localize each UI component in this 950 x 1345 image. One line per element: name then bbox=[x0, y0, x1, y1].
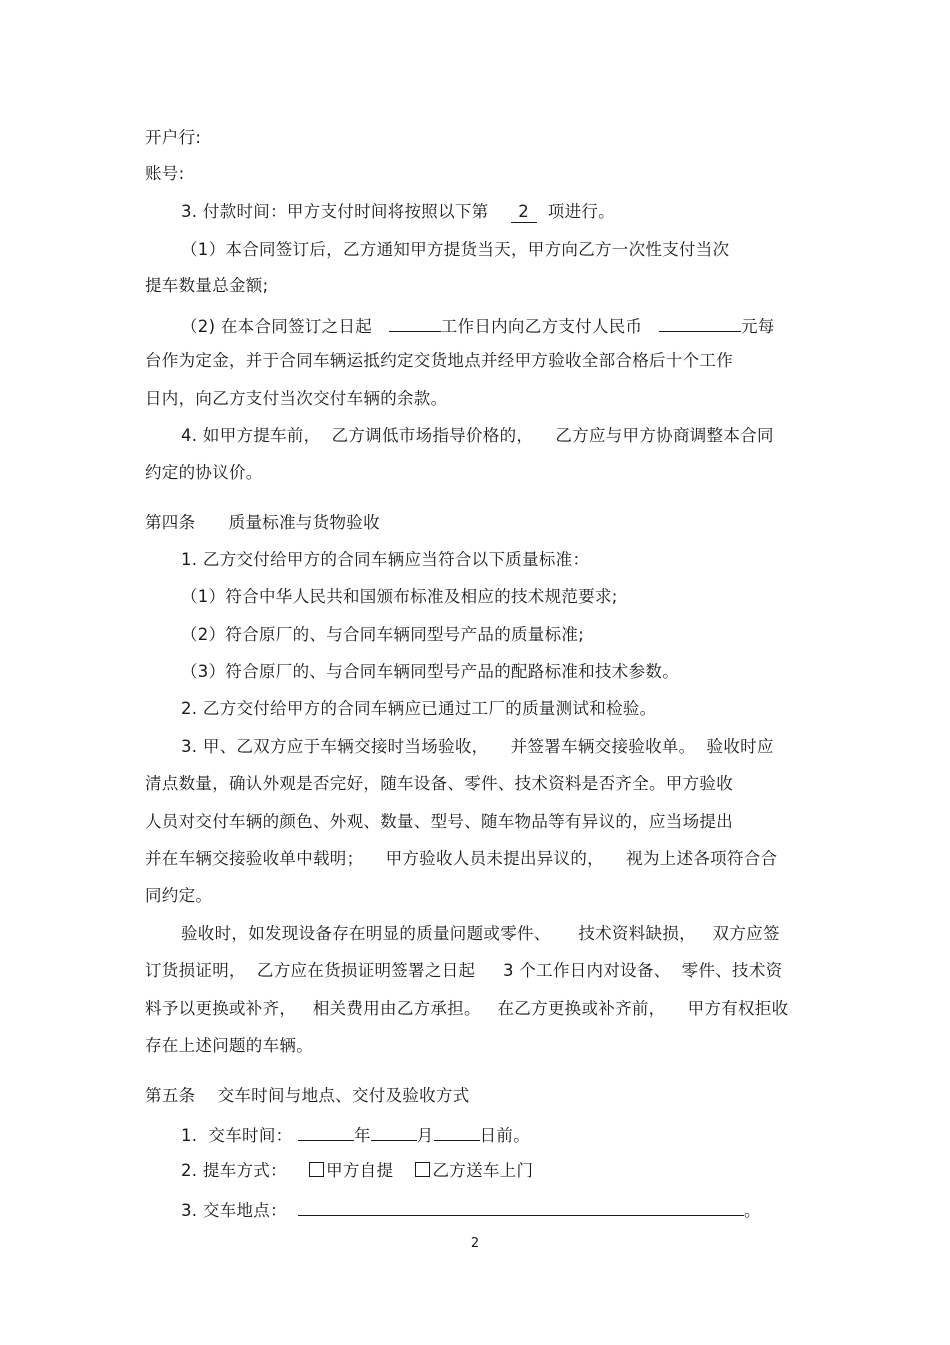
article4-item1-sub1: （1）符合中华人民共和国颁布标准及相应的技术规范要求; bbox=[181, 587, 618, 606]
article4-item3-a: 3. 甲、乙双方应于车辆交接时当场验收， 并签署车辆交接验收单。 验收时应 bbox=[181, 737, 774, 756]
option1-line-b: 提车数量总金额; bbox=[145, 276, 269, 295]
article4-para-d: 存在上述问题的车辆。 bbox=[145, 1036, 313, 1055]
delivery-time-label: 1. 交车时间： bbox=[181, 1126, 293, 1145]
option2-line-c: 日内，向乙方支付当次交付车辆的余款。 bbox=[145, 389, 448, 408]
option2-line-a bbox=[181, 315, 775, 337]
account-line: 账号: bbox=[145, 164, 185, 183]
month-blank bbox=[371, 1124, 417, 1141]
payment-option-number: 2 bbox=[511, 202, 537, 223]
checkbox-delivery[interactable] bbox=[415, 1162, 430, 1177]
article4-item3-e: 同约定。 bbox=[145, 886, 213, 905]
option1-line-a: （1）本合同签订后，乙方通知甲方提货当天，甲方向乙方一次性支付当次 bbox=[181, 240, 730, 259]
article4-item3-d: 并在车辆交接验收单中载明； 甲方验收人员未提出异议的， 视为上述各项符合合 bbox=[145, 849, 778, 868]
delivery-time-line bbox=[181, 1124, 530, 1146]
article4-item3-b: 清点数量，确认外观是否完好，随车设备、零件、技术资料是否齐全。甲方验收 bbox=[145, 774, 733, 793]
bank-line: 开户行: bbox=[145, 128, 202, 147]
workdays-blank bbox=[389, 315, 441, 332]
payment-time-suffix: 项进行。 bbox=[547, 202, 615, 221]
delivery-place-blank bbox=[298, 1199, 744, 1216]
article5-title: 第五条 交车时间与地点、交付及验收方式 bbox=[145, 1086, 470, 1105]
option2-text-1: （2) 在本合同签订之日起 bbox=[181, 317, 373, 336]
day-blank bbox=[434, 1124, 480, 1141]
page-number: 2 bbox=[470, 1236, 480, 1251]
delivery-place-end: 。 bbox=[743, 1201, 761, 1220]
option2-line-b: 台作为定金，并于合同车辆运抵约定交货地点并经甲方验收全部合格后十个工作 bbox=[145, 351, 733, 370]
article4-para-c: 料予以更换或补齐， 相关费用由乙方承担。 在乙方更换或补齐前， 甲方有权拒收 bbox=[145, 999, 789, 1018]
article4-item1-sub3: （3）符合原厂的、与合同车辆同型号产品的配路标准和技术参数。 bbox=[181, 662, 679, 681]
article4-para-b: 订货损证明， 乙方应在货损证明签署之日起 3 个工作日内对设备、 零件、技术资 bbox=[145, 961, 783, 980]
checkbox-self-pickup[interactable] bbox=[309, 1162, 324, 1177]
article4-item1-sub2: （2）符合原厂的、与合同车辆同型号产品的质量标准; bbox=[181, 625, 585, 644]
delivery-label: 乙方送车上门 bbox=[432, 1161, 534, 1180]
delivery-place-label: 3. 交车地点： bbox=[181, 1201, 287, 1220]
pickup-method-label: 2. 提车方式： bbox=[181, 1161, 287, 1180]
article4-item2: 2. 乙方交付给甲方的合同车辆应已通过工厂的质量测试和检验。 bbox=[181, 699, 657, 718]
article4-para-a: 验收时，如发现设备存在明显的质量问题或零件、 技术资料缺损， 双方应签 bbox=[181, 924, 780, 943]
article4-item1: 1. 乙方交付给甲方的合同车辆应当符合以下质量标准： bbox=[181, 550, 590, 569]
item4-line-a: 4. 如甲方提车前， 乙方调低市场指导价格的， 乙方应与甲方协商调整本合同 bbox=[181, 426, 774, 445]
year-blank bbox=[298, 1124, 354, 1141]
article4-item3-c: 人员对交付车辆的颜色、外观、数量、型号、随车物品等有异议的，应当场提出 bbox=[145, 812, 733, 831]
pickup-method-line bbox=[181, 1161, 533, 1181]
article4-title: 第四条 质量标准与货物验收 bbox=[145, 513, 380, 532]
payment-time-line bbox=[181, 202, 615, 223]
amount-blank bbox=[659, 315, 741, 332]
year-label: 年 bbox=[353, 1126, 371, 1145]
month-label: 月 bbox=[416, 1126, 434, 1145]
payment-time-text: 3. 付款时间：甲方支付时间将按照以下第 bbox=[181, 202, 489, 221]
option2-text-2: 工作日内向乙方支付人民币 bbox=[440, 317, 643, 336]
option2-text-3: 元每 bbox=[740, 317, 775, 336]
day-label: 日前。 bbox=[479, 1126, 531, 1145]
self-pickup-label: 甲方自提 bbox=[326, 1161, 394, 1180]
delivery-place-line bbox=[181, 1199, 761, 1221]
item4-line-b: 约定的协议价。 bbox=[145, 463, 263, 482]
